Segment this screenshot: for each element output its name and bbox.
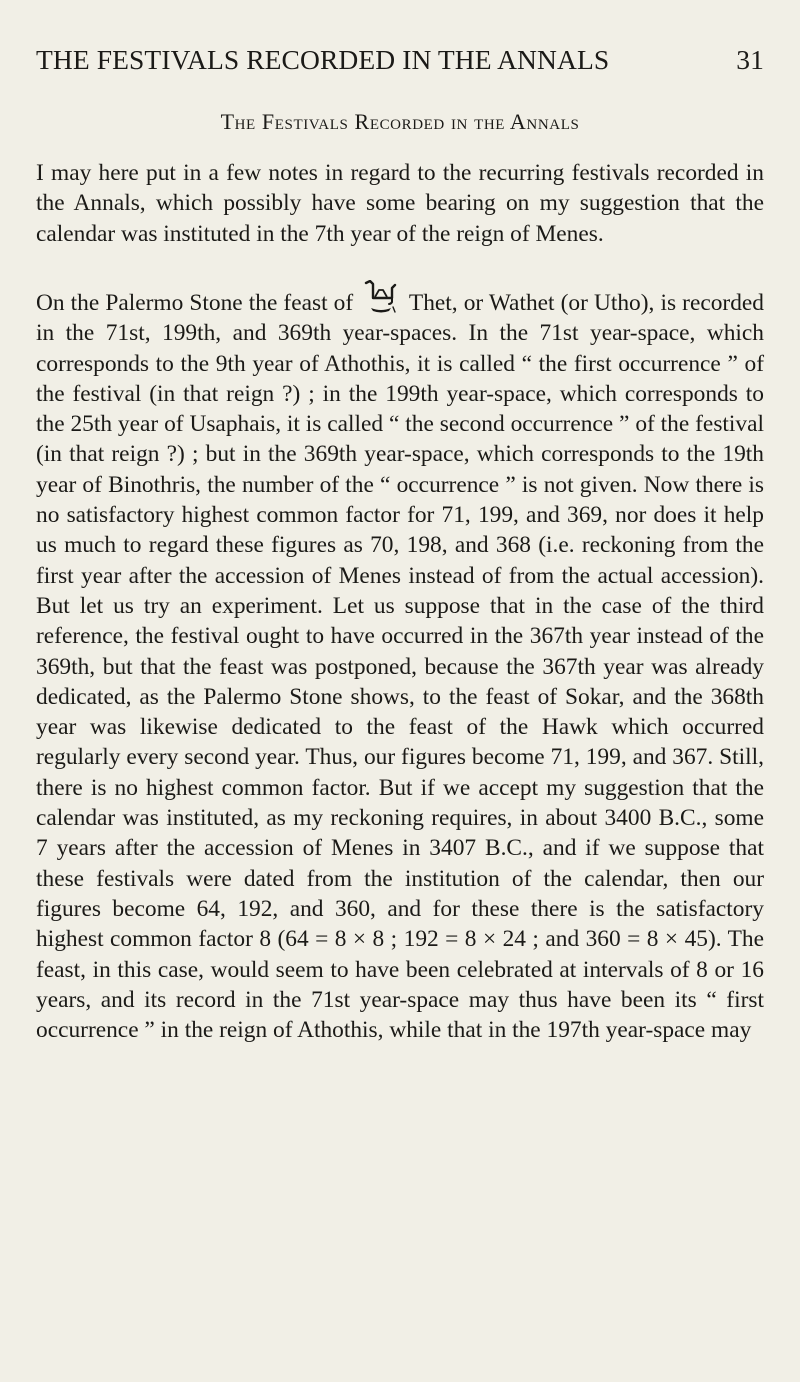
running-head: [36, 44, 764, 76]
paragraph-1: I may here put in a few notes in regard to the recurring festivals recorded in the Annals, which possibly have some bearing on my suggestion that the calendar was instituted in the 7th year of the reign of Menes.: [36, 160, 764, 247]
section-title: The Festivals Recorded in the Annals: [220, 109, 580, 134]
running-head-title: THE FESTIVALS RECORDED IN THE ANNALS: [36, 44, 610, 75]
thet-feast-hieroglyph-icon: [361, 280, 401, 316]
paragraph-2-lead: On the Palermo Stone the feast of: [36, 290, 354, 316]
paragraph-2-body: Thet, or Wathet (or Utho), is recorded in the 71st, 199th, and 369th year-spaces. In the 71st year-space, which corresponds to the 9th year of Athothis, it is called “ the first occurrence ” of the festival (in that reign ?) ; in the 199th year-space, which corresponds to the 25th year of Usaphais, it is called “ the second occurrence ” of the festival (in that reign ?) ; but in the 369th year-space, which corresponds to the 19th year of Binothris, the number of the “ occurrence ” is not given. Now there is no satisfactory highest common factor for 71, 199, and 369, nor does it help us much to regard these figures as 70, 198, and 368 (i.e. reckoning from the first year after the accession of Menes instead of from the actual accession). But let us try an experiment. Let us suppose that in the case of the third reference, the festival ought to have occurred in the 367th year instead of the 369th, but that the feast was postponed, because the 367th year was already dedicated, as the Palermo Stone shows, to the feast of Sokar, and the 368th year was likewise dedicated to the feast of the Hawk which occurred regularly every second year. Thus, our figures become 71, 199, and 367. Still, there is no highest common factor. But if we accept my suggestion that the calendar was instituted, as my reckoning requires, in about 3400 B.C., some 7 years after the accession of Menes in 3407 B.C., and if we suppose that these festivals were dated from the institution of the calendar, then our figures become 64, 192, and 360, and for these there is the satisfactory highest common factor 8 (64 = 8 × 8 ; 192 = 8 × 24 ; and 360 = 8 × 45). The feast, in this case, would seem to have been celebrated at intervals of 8 or 16 years, and its record in the 71st year-space may thus have been its “ first occurrence ” in the reign of Athothis, while that in the 197th year-space may: [36, 290, 764, 1044]
page-number: 31: [736, 44, 764, 75]
paragraph-2: [36, 280, 764, 1045]
